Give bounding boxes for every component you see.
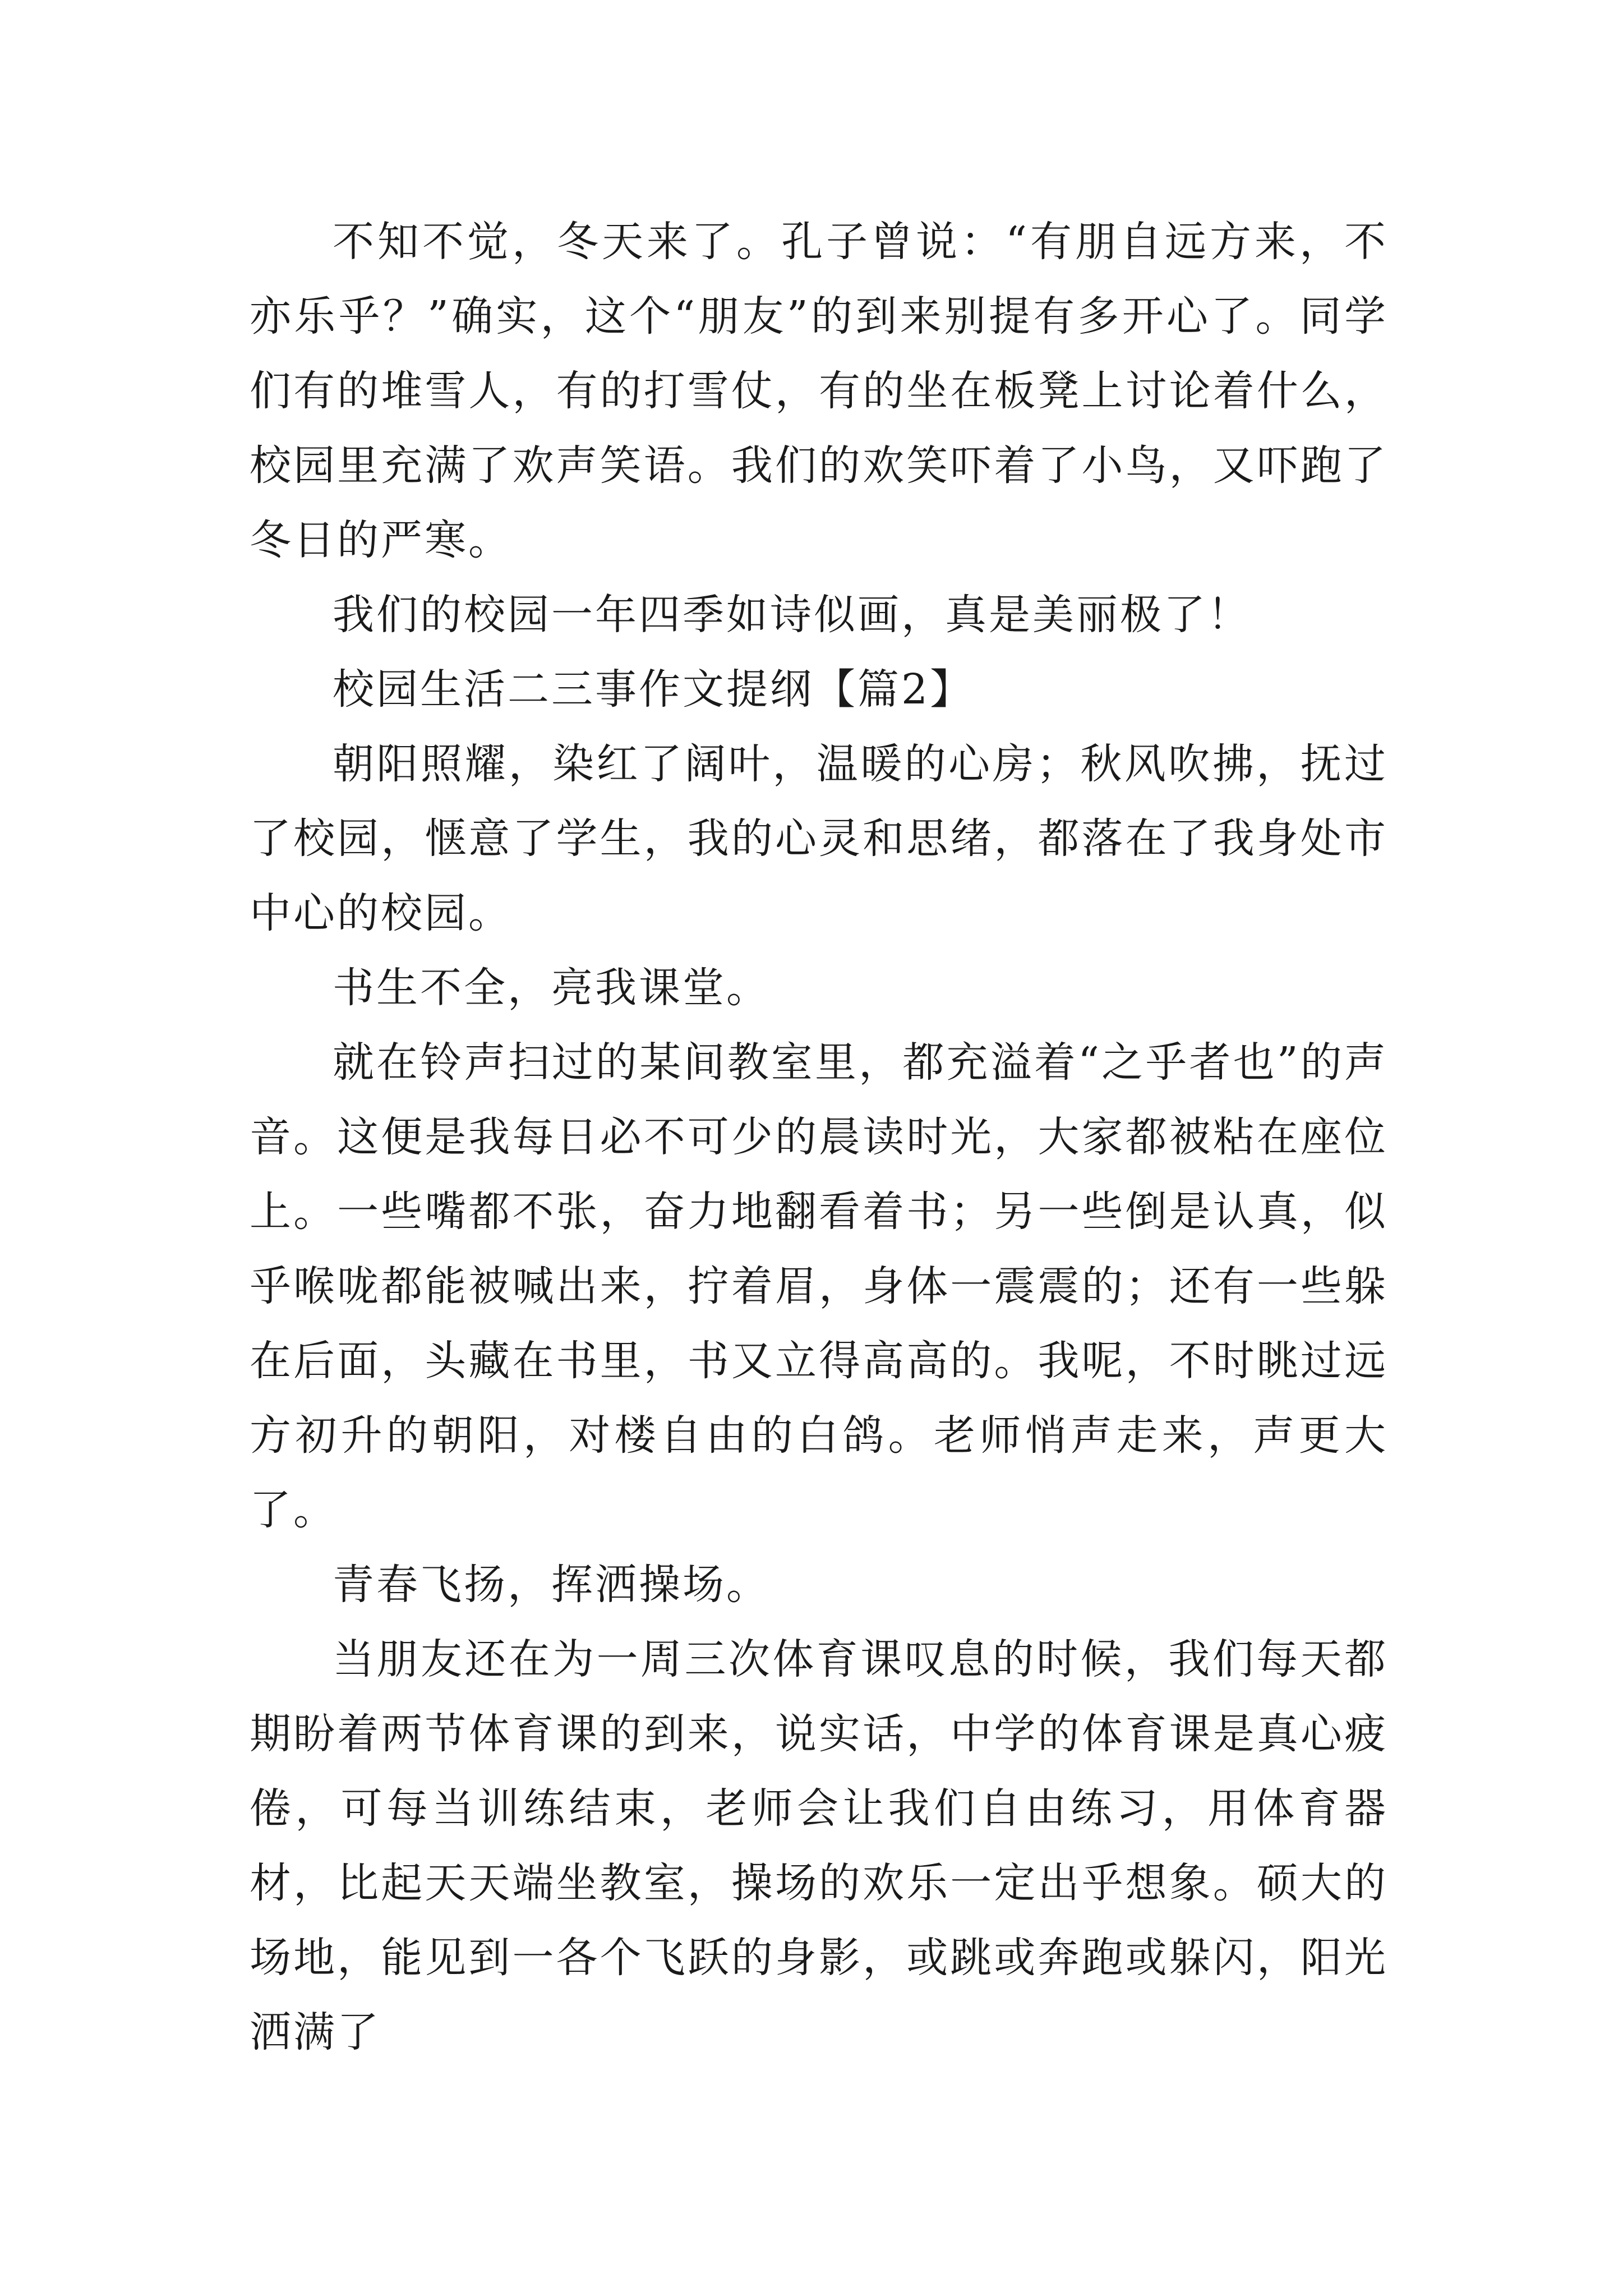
paragraph-morning-sun: 朝阳照耀，染红了阔叶，温暖的心房；秋风吹拂，抚过了校园，惬意了学生，我的心灵和思绪，都落在了我身处市中心的校园。 — [250, 740, 1388, 937]
paragraph-morning-reading: 就在铃声扫过的某间教室里，都充溢着“之乎者也”的声音。这便是我每日必不可少的晨读时光，大家都被粘在座位上。一些嘴都不张，奋力地翻看着书；另一些倒是认真，似乎喉咙都能被喊出来，拧着眉，身体一震震的；还有一些躲在后面，头藏在书里，书又立得高高的。我呢，不时眺过远方初升的朝阳，对楼自由的白鸽。老师悄声走来，声更大了。 — [250, 1038, 1388, 1534]
paragraph-pe-class: 当朋友还在为一周三次体育课叹息的时候，我们每天都期盼着两节体育课的到来，说实话，中学的体育课是真心疲倦，可每当训练结束，老师会让我们自由练习，用体育器材，比起天天端坐教室，操场的欢乐一定出乎想象。硕大的场地，能见到一各个飞跃的身影，或跳或奔跑或躲闪，阳光洒满了 — [250, 1635, 1388, 2056]
subheading-classroom: 书生不全，亮我课堂。 — [333, 964, 770, 1012]
paragraph-winter: 不知不觉，冬天来了。孔子曾说：“有朋自远方来，不亦乐乎？”确实，这个“朋友”的到来别提有多开心了。同学们有的堆雪人，有的打雪仗，有的坐在板凳上讨论着什么，校园里充满了欢声笑语。我们的欢笑吓着了小鸟，又吓跑了冬日的严寒。 — [250, 218, 1388, 564]
subheading-playground: 青春飞扬，挥洒操场。 — [333, 1561, 770, 1609]
document-body — [250, 205, 1388, 2070]
section-heading: 校园生活二三事作文提纲【篇2】 — [333, 665, 974, 714]
paragraph-four-seasons: 我们的校园一年四季如诗似画，真是美丽极了！ — [333, 591, 1251, 639]
